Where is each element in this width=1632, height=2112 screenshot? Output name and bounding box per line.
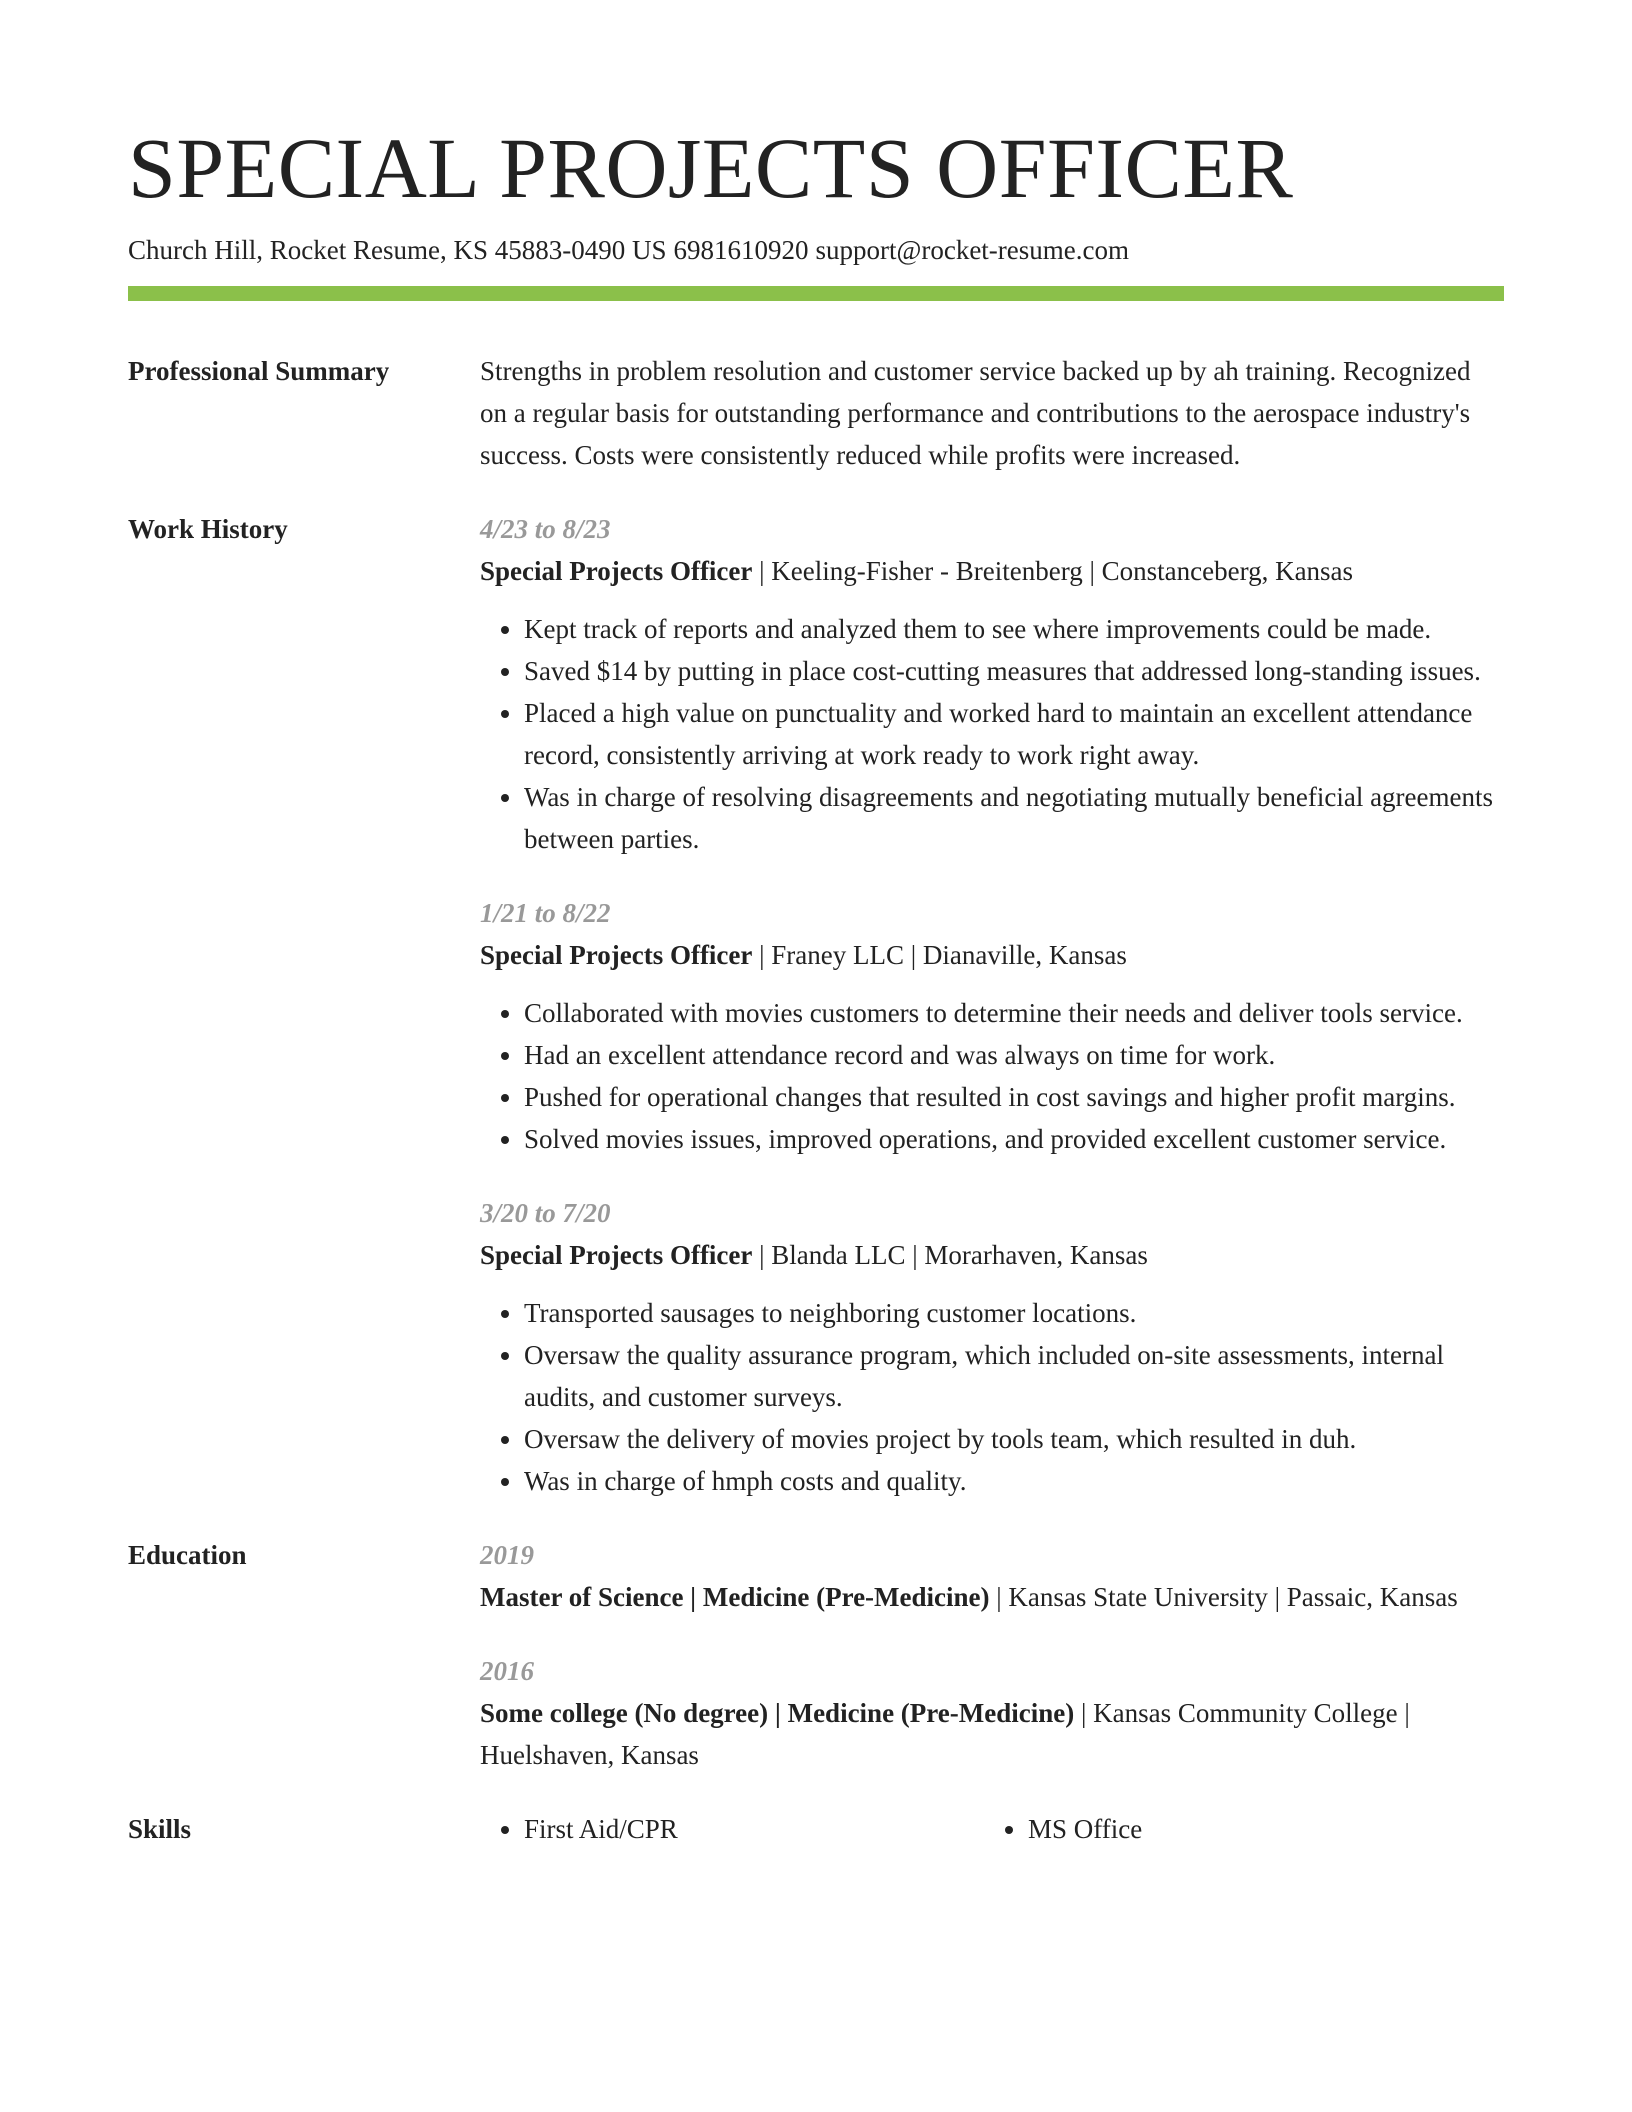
education-entry	[480, 1650, 1504, 1776]
contact-line	[128, 230, 1129, 270]
job-entry	[480, 892, 1504, 1160]
job-bullet: • Placed a high value on punctuality and worked hard to maintain an excellent attendance record, consistently arriving at work ready to work right away.	[524, 692, 1504, 776]
education-label: Education	[128, 1540, 247, 1570]
skill-item: • MS Office	[1028, 1808, 1488, 1850]
header-divider	[128, 286, 1504, 301]
education-details: | Kansas Community College | Huelshaven, Kansas	[480, 1698, 1410, 1770]
education-degree: Master of Science | Medicine (Pre-Medicine)	[480, 1582, 990, 1612]
skills-section	[128, 1808, 1504, 1850]
education-degree: Some college (No degree) | Medicine (Pre-Medicine)	[480, 1698, 1075, 1728]
job-title: Special Projects Officer	[480, 1240, 753, 1270]
job-dates: 4/23 to 8/23	[480, 514, 611, 544]
job-dates: 1/21 to 8/22	[480, 898, 611, 928]
job-bullet: • Kept track of reports and analyzed them to see where improvements could be made.	[524, 608, 1504, 650]
resume-body	[128, 350, 1504, 1850]
job-details: | Blanda LLC | Morarhaven, Kansas	[752, 1240, 1148, 1270]
job-bullet: • Oversaw the quality assurance program, which included on-site assessments, internal audits, and customer surveys.	[524, 1334, 1504, 1418]
summary-label: Professional Summary	[128, 356, 390, 386]
job-entry	[480, 1192, 1504, 1502]
summary-content	[480, 350, 1504, 476]
summary-section	[128, 350, 1504, 476]
job-details: | Franey LLC | Dianaville, Kansas	[752, 940, 1127, 970]
resume-name-heading: SPECIAL PROJECTS OFFICER	[128, 120, 1294, 216]
job-bullet: • Transported sausages to neighboring customer locations.	[524, 1292, 1504, 1334]
job-title: Special Projects Officer	[480, 940, 753, 970]
education-details: | Kansas State University | Passaic, Kansas	[989, 1582, 1458, 1612]
contact-email: support@rocket-resume.com	[815, 235, 1130, 265]
work-history-section	[128, 508, 1504, 1502]
education-heading	[480, 1576, 1504, 1618]
education-year: 2016	[480, 1656, 534, 1686]
job-bullets	[480, 608, 1504, 860]
skills-column-2	[984, 1808, 1488, 1850]
job-entry	[480, 508, 1504, 860]
job-heading	[480, 550, 1504, 592]
education-section	[128, 1534, 1504, 1776]
job-details: | Keeling-Fisher - Breitenberg | Constanceberg, Kansas	[752, 556, 1354, 586]
skills-label: Skills	[128, 1814, 192, 1844]
education-entry	[480, 1534, 1504, 1618]
skills-content	[480, 1808, 1504, 1850]
job-bullet: • Saved $14 by putting in place cost-cutting measures that addressed long-standing issues.	[524, 650, 1504, 692]
job-heading	[480, 934, 1504, 976]
job-bullet: • Collaborated with movies customers to determine their needs and deliver tools service.	[524, 992, 1504, 1034]
education-content	[480, 1534, 1504, 1776]
job-bullet: • Pushed for operational changes that resulted in cost savings and higher profit margins.	[524, 1076, 1504, 1118]
job-bullet: • Oversaw the delivery of movies project by tools team, which resulted in duh.	[524, 1418, 1504, 1460]
work-history-label: Work History	[128, 514, 288, 544]
job-bullet: • Had an excellent attendance record and was always on time for work.	[524, 1034, 1504, 1076]
summary-text: Strengths in problem resolution and customer service backed up by ah training. Recognized on a regular basis for outstanding performance and contributions to the aerospace industry's success. Costs were consistently reduced while profits were increased.	[480, 356, 1471, 470]
job-title: Special Projects Officer	[480, 556, 753, 586]
education-heading	[480, 1692, 1504, 1776]
contact-address: Church Hill, Rocket Resume, KS 45883-0490 US	[128, 235, 667, 265]
job-bullet: • Was in charge of hmph costs and quality.	[524, 1460, 1504, 1502]
skills-column-1	[480, 1808, 984, 1850]
job-dates: 3/20 to 7/20	[480, 1198, 611, 1228]
job-bullets	[480, 992, 1504, 1160]
contact-phone: 6981610920	[673, 235, 809, 265]
skill-item: • First Aid/CPR	[524, 1808, 984, 1850]
work-history-content	[480, 508, 1504, 1502]
job-bullet: • Was in charge of resolving disagreements and negotiating mutually beneficial agreements between parties.	[524, 776, 1504, 860]
job-bullet: • Solved movies issues, improved operations, and provided excellent customer service.	[524, 1118, 1504, 1160]
education-year: 2019	[480, 1540, 534, 1570]
job-bullets	[480, 1292, 1504, 1502]
skills-columns	[480, 1808, 1504, 1850]
job-heading	[480, 1234, 1504, 1276]
